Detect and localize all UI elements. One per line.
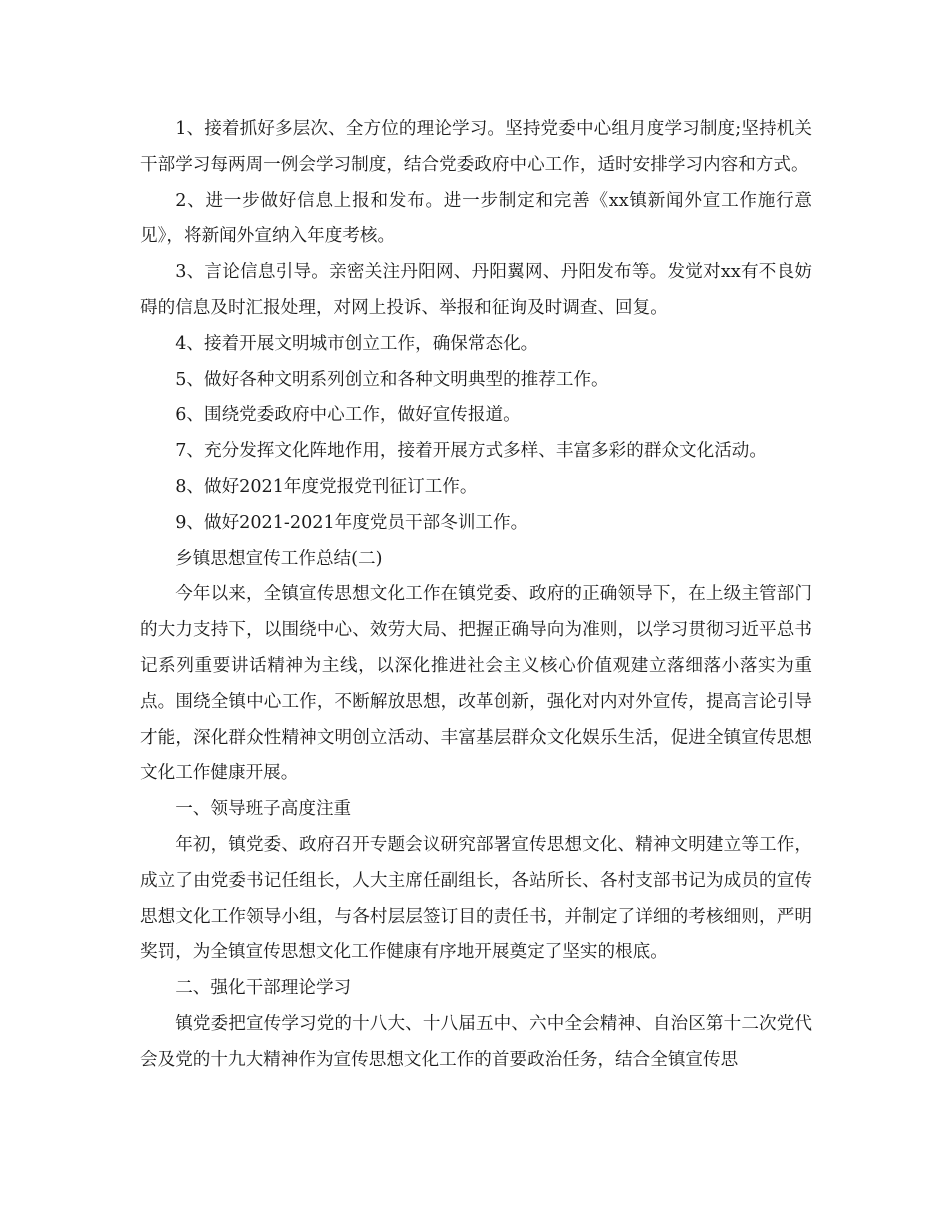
paragraph-item-8: 8、做好2021年度党报党刊征订工作。 — [175, 476, 478, 497]
paragraph-item-1: 1、接着抓好多层次、全方位的理论学习。坚持党委中心组月度学习制度;坚持机关干部学习每两周一例会学习制度，结合党委政府中心工作，适时安排学习内容和方式。 — [140, 119, 812, 175]
paragraph-item-2: 2、进一步做好信息上报和发布。进一步制定和完善《xx镇新闻外宣工作施行意见》，将新闻外宣纳入年度考核。 — [140, 190, 812, 247]
document-page — [140, 112, 812, 1079]
paragraph-item-9: 9、做好2021-2021年度党员干部冬训工作。 — [175, 512, 529, 533]
paragraph-item-5: 5、做好各种文明系列创立和各种文明典型的推荐工作。 — [175, 369, 609, 390]
leadership-paragraph: 年初，镇党委、政府召开专题会议研究部署宣传思想文化、精神文明建立等工作，成立了由党委书记任组长，人大主席任副组长，各站所长、各村支部书记为成员的宣传思想文化工作领导小组，与各村层层签订目的责任书，并制定了详细的考核细则，严明奖罚，为全镇宣传思想文化工作健康有序地开展奠定了坚实的根底。 — [140, 834, 812, 963]
theory-study-paragraph: 镇党委把宣传学习党的十八大、十八届五中、六中全会精神、自治区第十二次党代会及党的十九大精神作为宣传思想文化工作的首要政治任务，结合全镇宣传思 — [140, 1013, 812, 1070]
paragraph-item-6: 6、围绕党委政府中心工作，做好宣传报道。 — [175, 405, 521, 426]
heading-leadership: 一、领导班子高度注重 — [175, 799, 352, 820]
heading-theory-study: 二、强化干部理论学习 — [175, 978, 352, 999]
paragraph-item-7: 7、充分发挥文化阵地作用，接着开展方式多样、丰富多彩的群众文化活动。 — [175, 441, 767, 462]
section-title: 乡镇思想宣传工作总结(二) — [175, 548, 383, 569]
paragraph-item-4: 4、接着开展文明城市创立工作，确保常态化。 — [175, 333, 539, 354]
paragraph-item-3: 3、言论信息引导。亲密关注丹阳网、丹阳翼网、丹阳发布等。发觉对xx有不良妨碍的信息及时汇报处理，对网上投诉、举报和征询及时调查、回复。 — [140, 262, 812, 318]
intro-paragraph: 今年以来，全镇宣传思想文化工作在镇党委、政府的正确领导下，在上级主管部门的大力支持下，以围绕中心、效劳大局、把握正确导向为准则，以学习贯彻习近平总书记系列重要讲话精神为主线，以深化推进社会主义核心价值观建立落细落小落实为重点。围绕全镇中心工作，不断解放思想，改革创新，强化对内对外宣传，提高言论引导才能，深化群众性精神文明创立活动、丰富基层群众文化娱乐生活，促进全镇宣传思想文化工作健康开展。 — [140, 584, 812, 784]
